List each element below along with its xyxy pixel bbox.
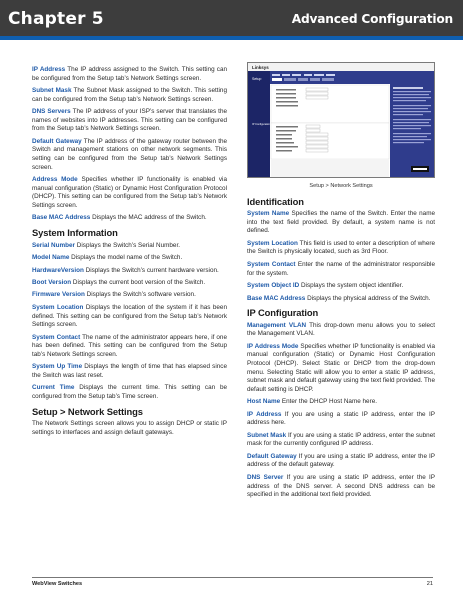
- def-default-gateway: Default Gateway The IP address of the gateway router between the Switch and management stations on other network segments. This setting can be configured from the Setup tab’s Network Settings screen.: [32, 137, 228, 171]
- def-ip-address-right: IP Address If you are using a static IP address, enter the IP address here.: [247, 410, 435, 427]
- def-system-location: System Location Displays the location of the system if it has been defined. This setting can be configured from the Setup tab’s Network Settings screen.: [32, 303, 227, 329]
- footer-product: WebView Switches: [32, 581, 83, 587]
- heading-ip-configuration: IP Configuration: [247, 307, 319, 319]
- left-column: [32, 66, 227, 441]
- right-column: [247, 62, 435, 504]
- def-ip-address: IP Address The IP address assigned to the Switch. This setting can be configured from the Setup tab’s Network Settings screen.: [32, 66, 228, 82]
- heading-identification: Identification: [247, 195, 304, 207]
- def-firmware-version: Firmware Version Displays the Switch’s software version.: [32, 291, 196, 299]
- page-number: 21: [426, 581, 433, 587]
- def-default-gateway-right: Default Gateway If you are using a static IP address, enter the IP address of the default gateway.: [247, 452, 436, 469]
- heading-system-information: System Information: [32, 226, 118, 238]
- def-system-contact-right: System Contact Enter the name of the administrator responsible for the system.: [247, 260, 435, 277]
- network-settings-screenshot: [247, 62, 435, 178]
- def-system-up-time: System Up Time Displays the length of time that has elapsed since the Switch was last reset.: [32, 363, 227, 379]
- screenshot-image: [248, 63, 434, 177]
- def-model-name: Model Name Displays the model name of the Switch.: [32, 254, 183, 262]
- def-base-mac-right: Base MAC Address Displays the physical address of the Switch.: [247, 294, 431, 302]
- def-current-time: Current Time Displays the current time. This setting can be configured from the Setup tab’s Time screen.: [32, 384, 228, 400]
- def-system-object-id: System Object ID Displays the system object identifier.: [247, 282, 404, 290]
- def-system-contact: System Contact The name of the administrator appears here, if one has been defined. This setting can be configured from the Setup tab’s Network Settings screen.: [32, 333, 227, 358]
- screenshot-logo: Linksys: [252, 65, 269, 70]
- def-system-name: System Name Specifies the name of the Switch. Enter the name into the text field provided. By default, a system name is not defined.: [247, 210, 436, 235]
- def-serial-number: Serial Number Displays the Switch’s Serial Number.: [32, 241, 180, 249]
- def-system-location-right: System Location This field is used to enter a description of where the Switch is physically located, such as 3rd Floor.: [247, 239, 435, 256]
- def-base-mac: Base MAC Address Displays the MAC address of the Switch.: [32, 214, 207, 222]
- def-dns-servers: DNS Servers The IP address of your ISP’s server that translates the names of websites into IP addresses. This setting can be configured from the Setup tab’s Network Settings screen.: [32, 108, 228, 133]
- page-footer: [32, 577, 433, 587]
- chapter-title: Chapter 5: [8, 9, 104, 29]
- network-settings-intro: The Network Settings screen allows you to assign DHCP or static IP settings to interfaces and assign default gateways.: [32, 420, 227, 436]
- page-header: [0, 0, 463, 40]
- screenshot-caption: Setup > Network Settings: [309, 183, 373, 189]
- def-subnet-mask-right: Subnet Mask If you are using a static IP address, enter the subnet mask for the currently configured IP address.: [247, 431, 435, 448]
- section-title: Advanced Configuration: [291, 12, 453, 26]
- screenshot-setup-tab: Setup: [252, 77, 262, 81]
- heading-network-settings: Setup > Network Settings: [32, 405, 143, 417]
- def-host-name: Host Name Enter the DHCP Host Name here.: [247, 398, 377, 406]
- def-management-vlan: Management VLAN This drop-down menu allows you to select the Management VLAN.: [247, 321, 435, 338]
- def-dns-server: DNS Server If you are using a static IP address, enter the IP address of the DNS server. A second DNS address can be specified in the additional text field provided.: [247, 473, 436, 499]
- def-subnet-mask: Subnet Mask The Subnet Mask assigned to the Switch. This setting can be configured from the Setup tab’s Network Settings screen.: [32, 87, 227, 103]
- def-address-mode: Address Mode Specifies whether IP functionality is enabled via manual configuration (Static) or Dynamic Host Configuration Protocol (DHCP). This setting can be configured from the Setup tab’s Network Settings screen.: [32, 176, 227, 209]
- screenshot-section-label: IP Configuration: [252, 123, 271, 126]
- def-hardware-version: HardwareVersion Displays the Switch’s current hardware version.: [32, 266, 219, 274]
- def-ip-address-mode: IP Address Mode Specifies whether IP functionality is enabled via manual configuration (Static) or Dynamic Host Configuration Protocol (DHCP). Select Static or DHCP from the drop-down menu. Selecting Static will allow you to enter a static IP address, subnet mask and default gateway using the text field provided. The default setting is DHCP.: [247, 342, 435, 393]
- def-boot-version: Boot Version Displays the current boot version of the Switch.: [32, 279, 206, 286]
